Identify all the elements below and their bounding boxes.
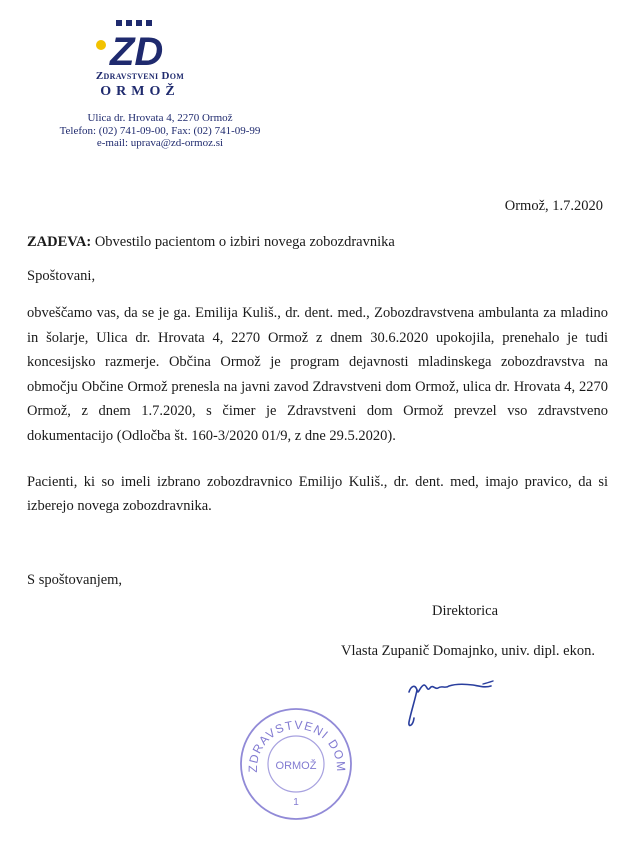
logo-lettering: ZD (110, 30, 164, 70)
subject-text: Obvestilo pacientom o izbiri novega zobozdravnika (94, 234, 395, 250)
stamp-center-text: ORMOŽ (275, 760, 317, 772)
salutation: Spoštovani, (27, 268, 96, 284)
org-phones: Telefon: (02) 741-09-00, Fax: (02) 741-09-99 (59, 125, 261, 137)
org-city: ORMOŽ (100, 84, 180, 99)
signatory-name: Vlasta Zupanič Domajnko, univ. dipl. ekon. (341, 643, 595, 659)
org-address: Ulica dr. Hrovata 4, 2270 Ormož (87, 112, 233, 124)
subject-label: ZADEVA: (27, 234, 92, 250)
official-stamp (237, 705, 355, 823)
paragraph-2: Pacienti, ki so imeli izbrano zobozdravnico Emilijo Kuliš., dr. dent. med, imajo pravico, da si izberejo novega zobozdravnika. (27, 474, 608, 514)
letter-date: Ormož, 1.7.2020 (504, 198, 603, 214)
subject-line (27, 231, 395, 253)
paragraph-1: obveščamo vas, da se je ga. Emilija Kuliš., dr. dent. med., Zobozdravstvena ambulanta za mladino in šolarje, Ulica dr. Hrovata 4, 2270 Ormož z dnem 30.6.2020 upokojila, prenehalo je tudi koncesijsko razmerje. Občina Ormož je program dejavnosti mladinskega zobozdravstva na območju Občine Ormož prenesla na javni zavod Zdravstveni dom Ormož, ulica dr. Hrovata 4, 2270 Ormož, z dnem 1.7.2020, s čimer je Zdravstveni dom Ormož prevzel vso zdravstveno dokumentacijo (Odločba št. 160-3/2020 01/9, z dne 29.5.2020). (27, 305, 608, 444)
stamp-ring-text: ZDRAVSTVENI DOM (245, 717, 349, 773)
org-email: e-mail: uprava@zd-ormoz.si (96, 137, 224, 149)
logo (92, 18, 172, 70)
closing: S spoštovanjem, (27, 572, 123, 588)
stamp-number: 1 (293, 797, 299, 808)
signature (395, 672, 505, 732)
org-name: Zdravstveni Dom (95, 70, 185, 82)
signatory-title: Direktorica (432, 603, 499, 619)
